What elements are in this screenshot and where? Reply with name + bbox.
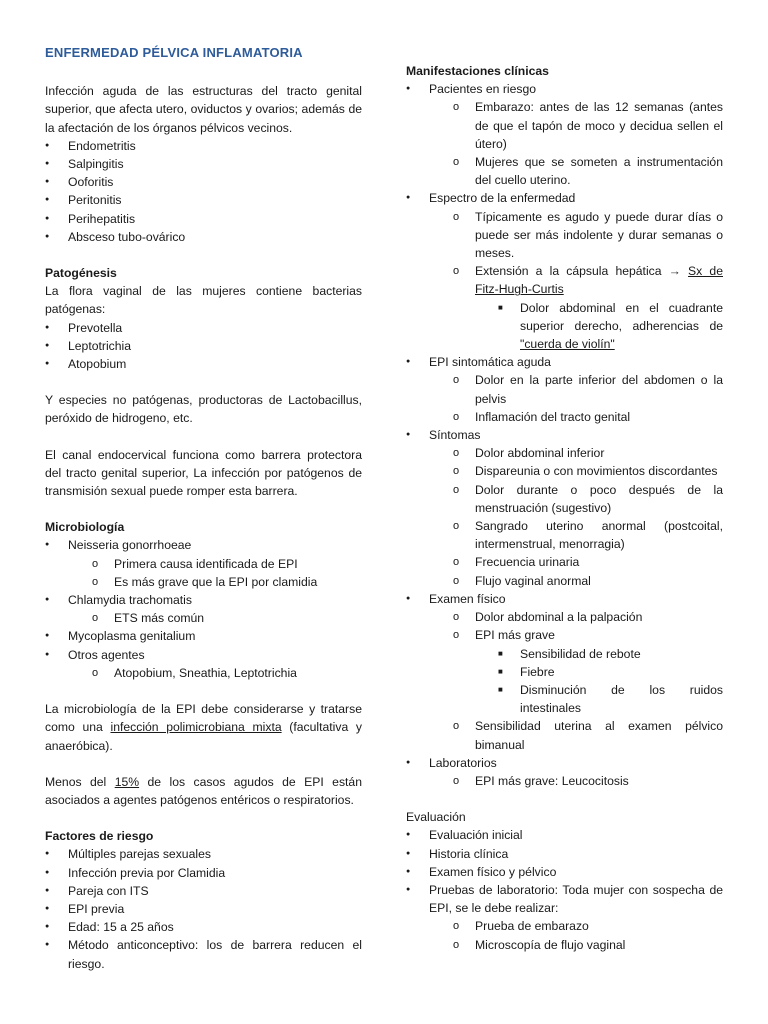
sub-list-item: o ETS más común (90, 609, 362, 627)
list-item: ● Ooforitis (45, 173, 362, 191)
list-item: ● EPI sintomática aguda o Dolor en la parte inferior del abdomen o la pelvis o Inflamación del tracto genital (406, 353, 723, 426)
left-column (45, 44, 362, 973)
list-item: ● Absceso tubo-ovárico (45, 228, 362, 246)
list-item: ● Leptotrichia (45, 337, 362, 355)
intro-paragraph: Infección aguda de las estructuras del tracto genital superior, que afecta utero, oviductos y ovarios; además de la afectación de los órganos pélvicos vecinos. (45, 84, 362, 135)
sub-list-item: o Extensión a la cápsula hepática → Sx de Fitz-Hugh-Curtis ■ Dolor abdominal en el cuadrante superior derecho, adherencias de "cuerda de violín" (451, 262, 723, 353)
evaluacion-heading: Evaluación (406, 810, 466, 825)
factores-list (45, 845, 362, 972)
sub-list-item: o Atopobium, Sneathia, Leptotrichia (90, 664, 362, 682)
sub-sub-list-item: ■ Sensibilidad de rebote (496, 645, 723, 663)
list-item: ● Pruebas de laboratorio: Toda mujer con sospecha de EPI, se le debe realizar: o Prueba de embarazo o Microscopía de flujo vaginal (406, 881, 723, 954)
sub-list-item: o Dolor en la parte inferior del abdomen o la pelvis (451, 371, 723, 407)
sub-sub-list-item: ■ Dolor abdominal en el cuadrante superior derecho, adherencias de "cuerda de violín" (496, 299, 723, 354)
sub-list-item: o EPI más grave: Leucocitosis (451, 772, 723, 790)
factores-heading: Factores de riesgo (45, 829, 154, 844)
list-item: ● Peritonitis (45, 191, 362, 209)
sub-list-item: o Típicamente es agudo y puede durar días o puede ser más indolente y durar semanas o meses. (451, 208, 723, 263)
list-item: ● Chlamydia trachomatis o ETS más común (45, 591, 362, 627)
sub-sub-list-item: ■ Disminución de los ruidos intestinales (496, 681, 723, 717)
list-item: ● Otros agentes o Atopobium, Sneathia, Leptotrichia (45, 646, 362, 682)
list-item: ● Edad: 15 a 25 años (45, 918, 362, 936)
sub-list-item: o Dolor abdominal inferior (451, 444, 723, 462)
list-item: ● Evaluación inicial (406, 826, 723, 844)
patogenesis-heading: Patogénesis (45, 266, 117, 281)
list-item: ● Atopobium (45, 355, 362, 373)
sub-list-item: o Inflamación del tracto genital (451, 408, 723, 426)
manifestaciones-list (406, 80, 723, 790)
list-item: ● Pacientes en riesgo o Embarazo: antes de las 12 semanas (antes de que el tapón de moco y decidua sellen el útero) o Mujeres que se someten a instrumentación del cuello uterino. (406, 80, 723, 189)
right-column (406, 62, 723, 954)
especies-paragraph: Y especies no patógenas, productoras de Lactobacillus, peróxido de hidrogeno, etc. (45, 393, 362, 426)
intro-list (45, 137, 362, 246)
sub-list-item: o Embarazo: antes de las 12 semanas (antes de que el tapón de moco y decidua sellen el útero) (451, 98, 723, 153)
sub-list-item: o Dolor abdominal a la palpación (451, 608, 723, 626)
microbiologia-heading: Microbiología (45, 520, 125, 535)
patogenesis-paragraph: La flora vaginal de las mujeres contiene bacterias patógenas: (45, 284, 362, 317)
list-item: ● Pareja con ITS (45, 882, 362, 900)
canal-paragraph: El canal endocervical funciona como barrera protectora del tracto genital superior, La infección por patógenos de transmisión sexual puede romper esta barrera. (45, 447, 362, 499)
list-item: ● Examen físico o Dolor abdominal a la palpación o EPI más grave ■ Sensibilidad de rebote ■ Fiebre ■ Disminución de los ruidos intestinales o Sensibilidad uterina al examen pélvico bimanual (406, 590, 723, 754)
list-item: ● Síntomas o Dolor abdominal inferior o Dispareunia o con movimientos discordantes o Dolor durante o poco después de la menstruación (sugestivo) o Sangrado uterino anormal (postcoital, intermenstrual, menorragia) o Frecuencia urinaria o Flujo vaginal anormal (406, 426, 723, 590)
sub-sub-list-item: ■ Fiebre (496, 663, 723, 681)
list-item: ● Endometritis (45, 137, 362, 155)
microbiologia-paragraph: La microbiología de la EPI debe considerarse y tratarse como una infección polimicrobiana mixta (facultativa y anaeróbica). (45, 702, 362, 753)
list-item: ● Neisseria gonorrhoeae o Primera causa identificada de EPI o Es más grave que la EPI por clamidia (45, 536, 362, 591)
list-item: ● Método anticonceptivo: los de barrera reducen el riesgo. (45, 936, 362, 972)
document-title: ENFERMEDAD PÉLVICA INFLAMATORIA (45, 45, 303, 60)
list-item: ● Espectro de la enfermedad o Típicamente es agudo y puede durar días o puede ser más indolente y durar semanas o meses. o Extensión a la cápsula hepática → Sx de Fitz-Hugh-Curtis ■ Dolor abdominal en el cuadrante superior derecho, adherencias de "cuerda de violín" (406, 189, 723, 353)
list-item: ● Salpingitis (45, 155, 362, 173)
sub-list-item: o Es más grave que la EPI por clamidia (90, 573, 362, 591)
list-item: ● Mycoplasma genitalium (45, 627, 362, 645)
sub-list-item: o Microscopía de flujo vaginal (451, 936, 723, 954)
list-item: ● EPI previa (45, 900, 362, 918)
sub-list-item: o Sensibilidad uterina al examen pélvico bimanual (451, 717, 723, 753)
list-item: ● Perihepatitis (45, 210, 362, 228)
patogenesis-list (45, 319, 362, 374)
sub-list-item: o Flujo vaginal anormal (451, 572, 723, 590)
sub-list-item: o EPI más grave ■ Sensibilidad de rebote ■ Fiebre ■ Disminución de los ruidos intestinales (451, 626, 723, 717)
list-item: ● Prevotella (45, 319, 362, 337)
sub-list-item: o Primera causa identificada de EPI (90, 555, 362, 573)
list-item: ● Historia clínica (406, 845, 723, 863)
sub-list-item: o Dolor durante o poco después de la menstruación (sugestivo) (451, 481, 723, 517)
sub-list-item: o Mujeres que se someten a instrumentación del cuello uterino. (451, 153, 723, 189)
evaluacion-list (406, 826, 723, 953)
list-item: ● Laboratorios o EPI más grave: Leucocitosis (406, 754, 723, 790)
menos-paragraph: Menos del 15% de los casos agudos de EPI están asociados a agentes patógenos entéricos o respiratorios. (45, 774, 362, 807)
sub-list-item: o Dispareunia o con movimientos discordantes (451, 462, 723, 480)
list-item: ● Infección previa por Clamidia (45, 864, 362, 882)
list-item: ● Múltiples parejas sexuales (45, 845, 362, 863)
sub-list-item: o Prueba de embarazo (451, 917, 723, 935)
manifestaciones-heading: Manifestaciones clínicas (406, 64, 549, 78)
sub-list-item: o Sangrado uterino anormal (postcoital, intermenstrual, menorragia) (451, 517, 723, 553)
list-item: ● Examen físico y pélvico (406, 863, 723, 881)
sub-list-item: o Frecuencia urinaria (451, 553, 723, 571)
microbiologia-list (45, 536, 362, 682)
